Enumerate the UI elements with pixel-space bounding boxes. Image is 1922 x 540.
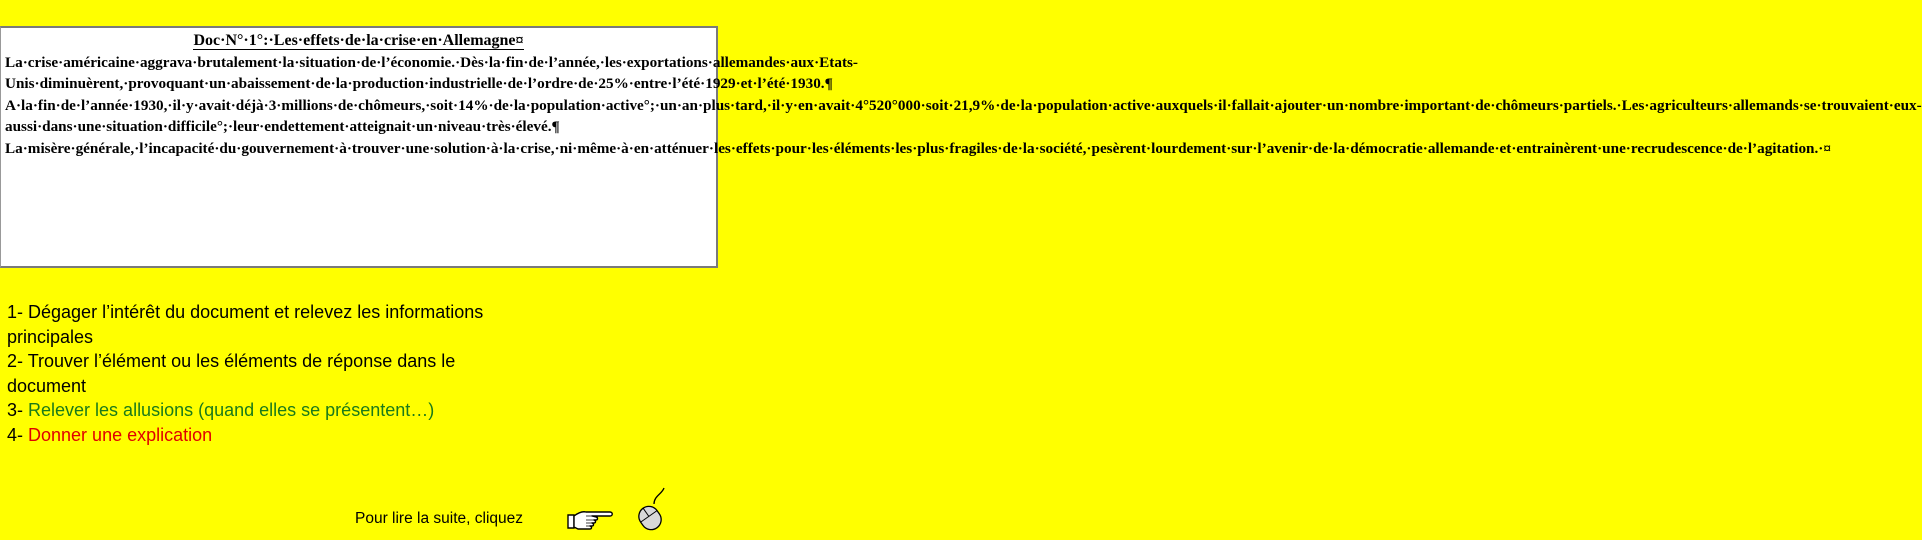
question-4-text: Donner une explication xyxy=(23,424,213,445)
question-3: 3- Relever les allusions (quand elles se présentent…) xyxy=(7,400,435,420)
document-paragraph-2: A·la·fin·de·l’année·1930,·il·y·avait·déjà·3·millions·de·chômeurs,·soit·14%·de·la·population·active°;·un·an·plus·tard,·il·y·en·avait·4°520°000·soit·21,9%·de·la·population·active·auxquels·il·fallait·ajouter·un·nombre·important·de·chômeurs·partiels.·Les·agriculteurs·allemands·se·trouvaient·eux-aussi·dans·une·situation·difficile°;·leur·endettement·atteignait·un·niveau·très·élevé.¶ xyxy=(5,96,1922,136)
document-paragraph-1: La·crise·américaine·aggrava·brutalement·la·situation·de·l’économie.·Dès·la·fin·de·l’année,·les·exportations·allemandes·aux·Etats-Unis·diminuèrent,·provoquant·un·abaissement·de·la·production·industrielle·de·l’ordre·de·25%·entre·l’été·1929·et·l’été·1930.¶ xyxy=(5,54,858,93)
mouse-icon[interactable] xyxy=(632,486,674,537)
top-strip xyxy=(0,0,720,26)
document-paragraph-3: La·misère·générale,·l’incapacité·du·gouvernement·à·trouver·une·solution·à·la·crise,·ni·même·à·en·atténuer·les·effets·pour·les·éléments·les·plus·fragiles·de·la·société,·pesèrent·lourdement·sur·l’avenir·de·la·démocratie·allemande·et·entrainèrent·une·recrudescence·de·l’agitation.·¤ xyxy=(5,139,1831,157)
question-2: 2- Trouver l’élément ou les éléments de réponse dans le document xyxy=(7,351,456,396)
document-body xyxy=(1,52,1922,159)
question-3-text: Relever les allusions (quand elles se présentent…) xyxy=(23,400,435,420)
questions-list xyxy=(7,300,507,447)
pointing-hand-icon[interactable] xyxy=(566,506,614,537)
question-4: 4- Donner une explication xyxy=(7,424,213,445)
continue-link[interactable]: Pour lire la suite, cliquez xyxy=(355,510,523,527)
question-1-text: Dégager l’intérêt du document et relevez les informations principales xyxy=(7,302,484,347)
question-1: 1- Dégager l’intérêt du document et relevez les informations principales xyxy=(7,302,484,347)
document-title: Doc·N°·1°:·Les·effets·de·la·crise·en·Allemagne¤ xyxy=(193,32,524,49)
question-2-text: Trouver l’élément ou les éléments de réponse dans le document xyxy=(7,351,456,396)
document-box xyxy=(0,26,1922,268)
